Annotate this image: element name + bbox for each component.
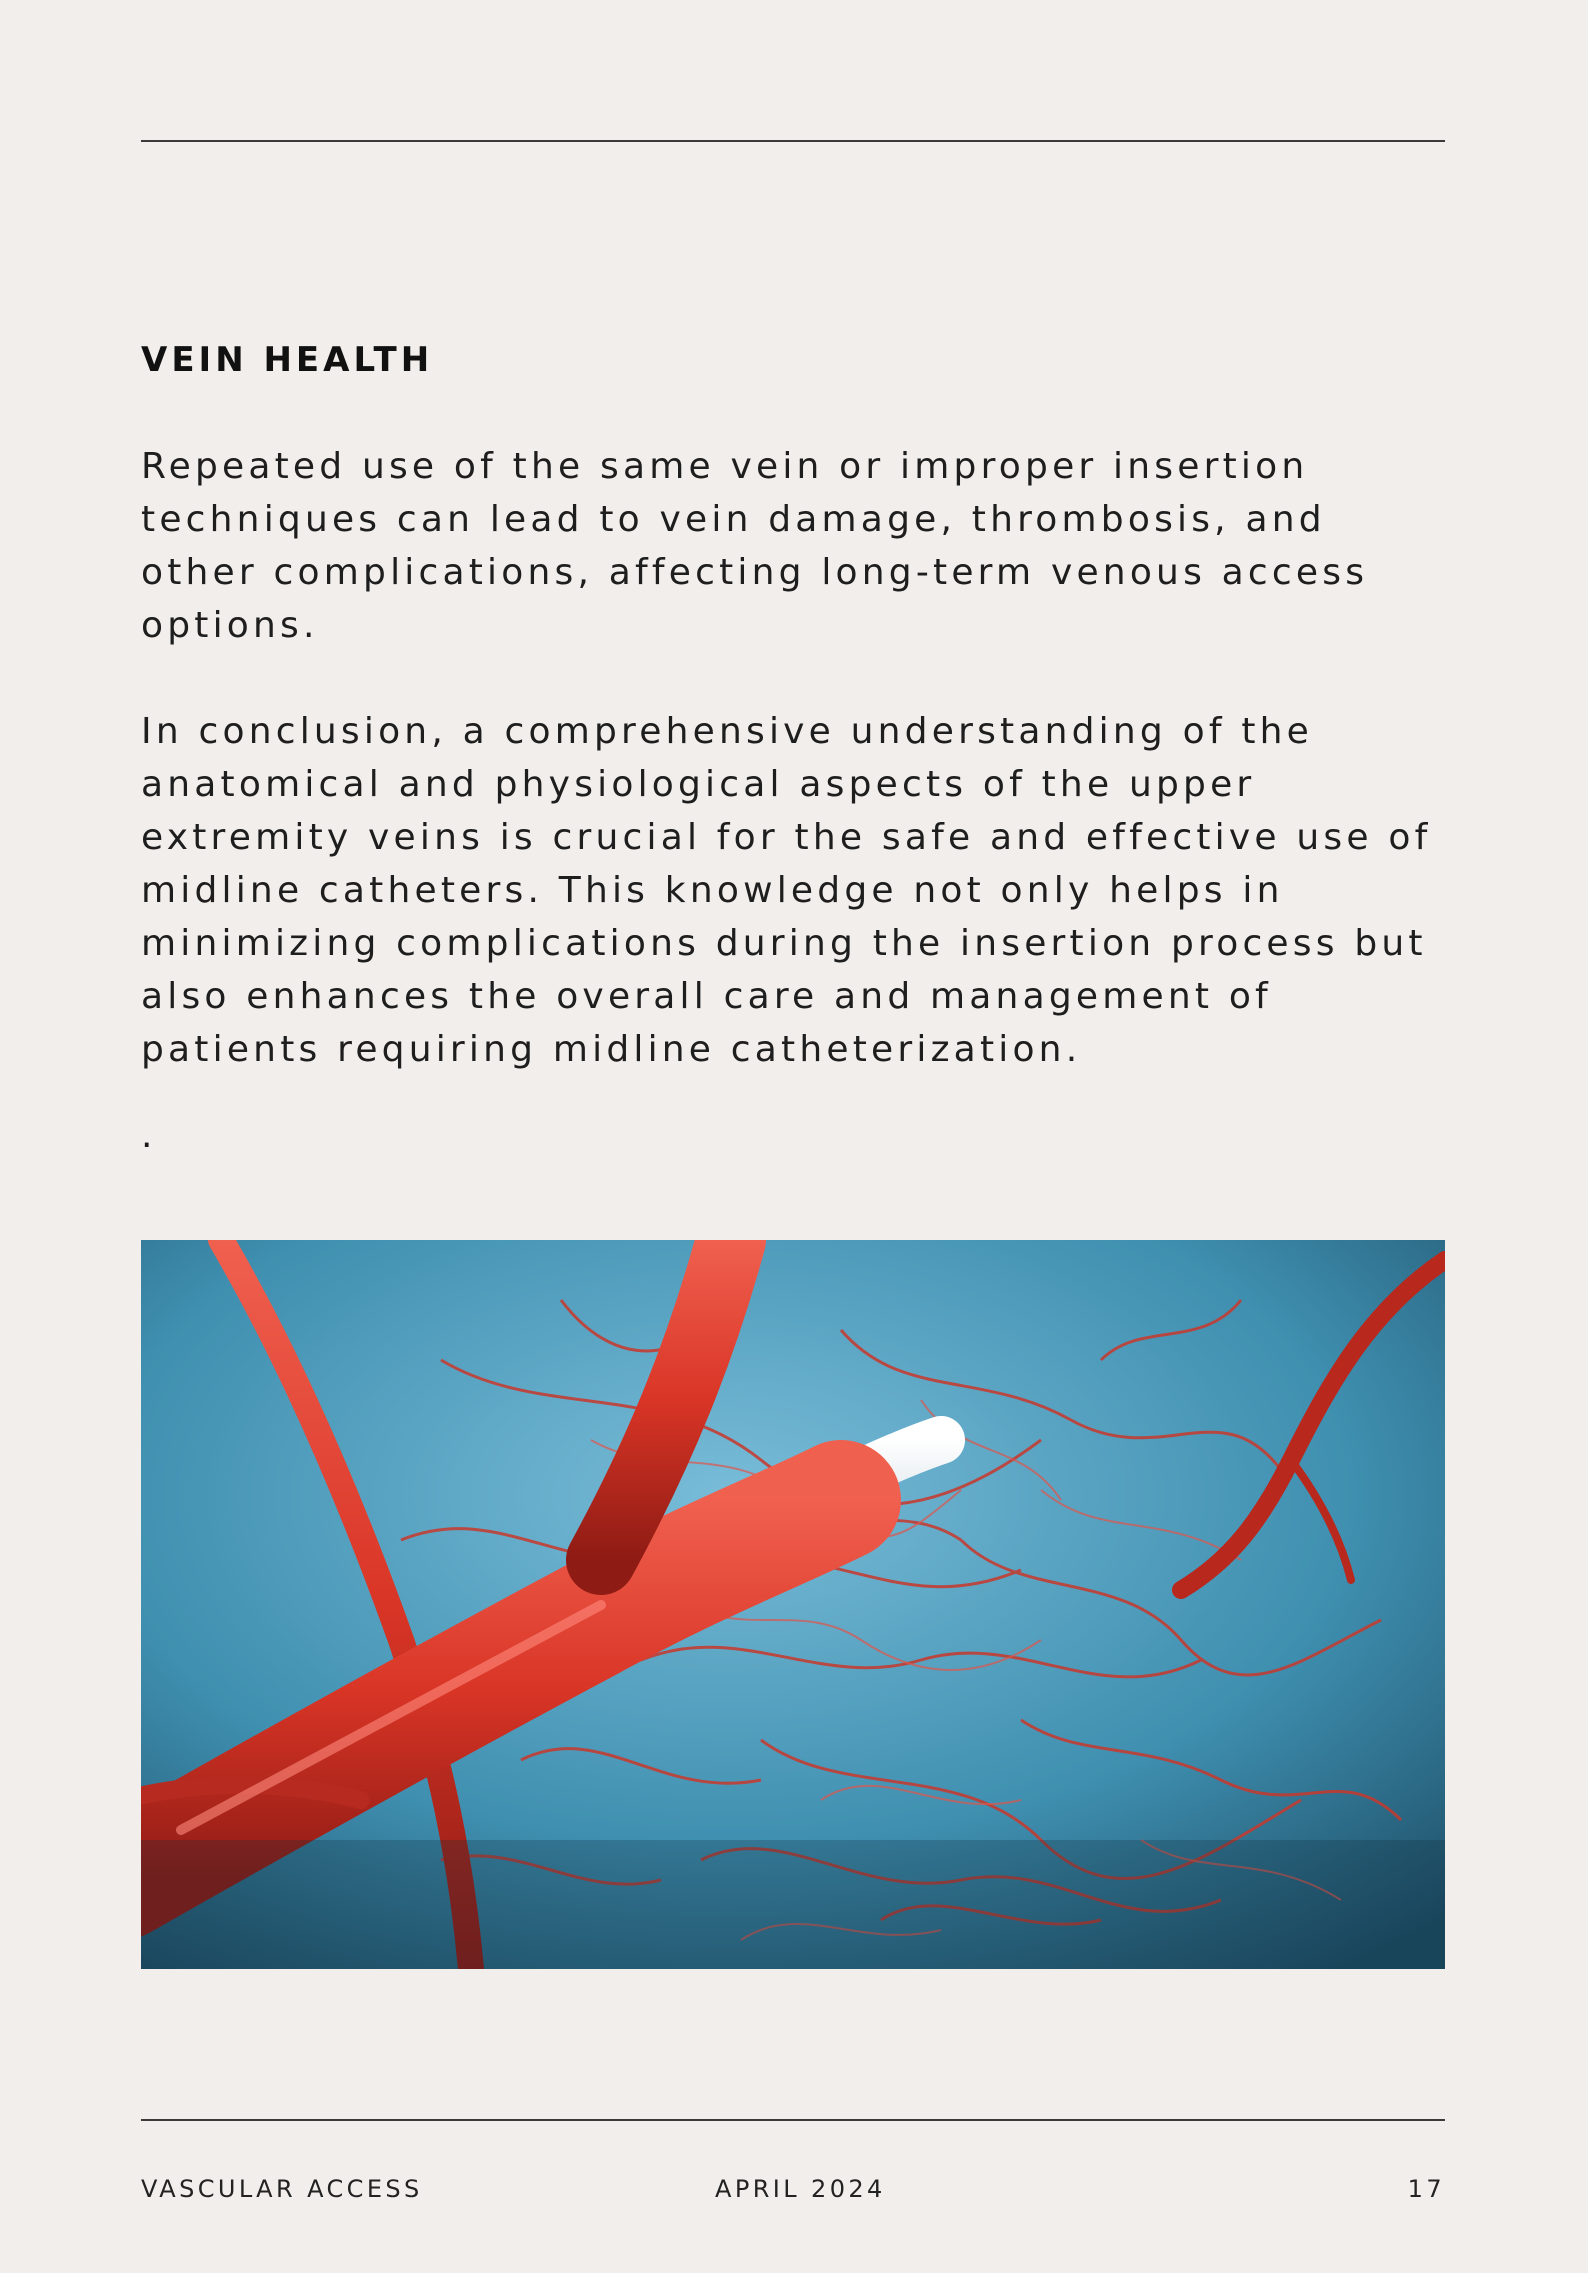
stray-period: . [141, 1115, 153, 1156]
paragraph-vein-health: Repeated use of the same vein or improper insertion techniques can lead to vein damage, thrombosis, and other complications, affecting long-term venous access options. [141, 446, 1369, 646]
page-footer [141, 2175, 1445, 2205]
publication-name: VASCULAR ACCESS [141, 2175, 423, 2203]
page-number: 17 [1407, 2175, 1445, 2203]
vessel-network-image [141, 1240, 1445, 1969]
top-divider [141, 140, 1445, 142]
blood-vessel-illustration [141, 1240, 1445, 1969]
bottom-divider [141, 2119, 1445, 2121]
issue-date: APRIL 2024 [715, 2175, 886, 2203]
paragraph-conclusion: In conclusion, a comprehensive understanding of the anatomical and physiological aspects of the upper extremity veins is crucial for the safe and effective use of midline catheters. This knowledge not only helps in minimizing complications during the insertion process but also enhances the overall care and management of patients requiring midline catheterization. [141, 711, 1432, 1070]
article-body [141, 340, 1445, 1156]
section-heading: VEIN HEALTH [141, 340, 434, 380]
